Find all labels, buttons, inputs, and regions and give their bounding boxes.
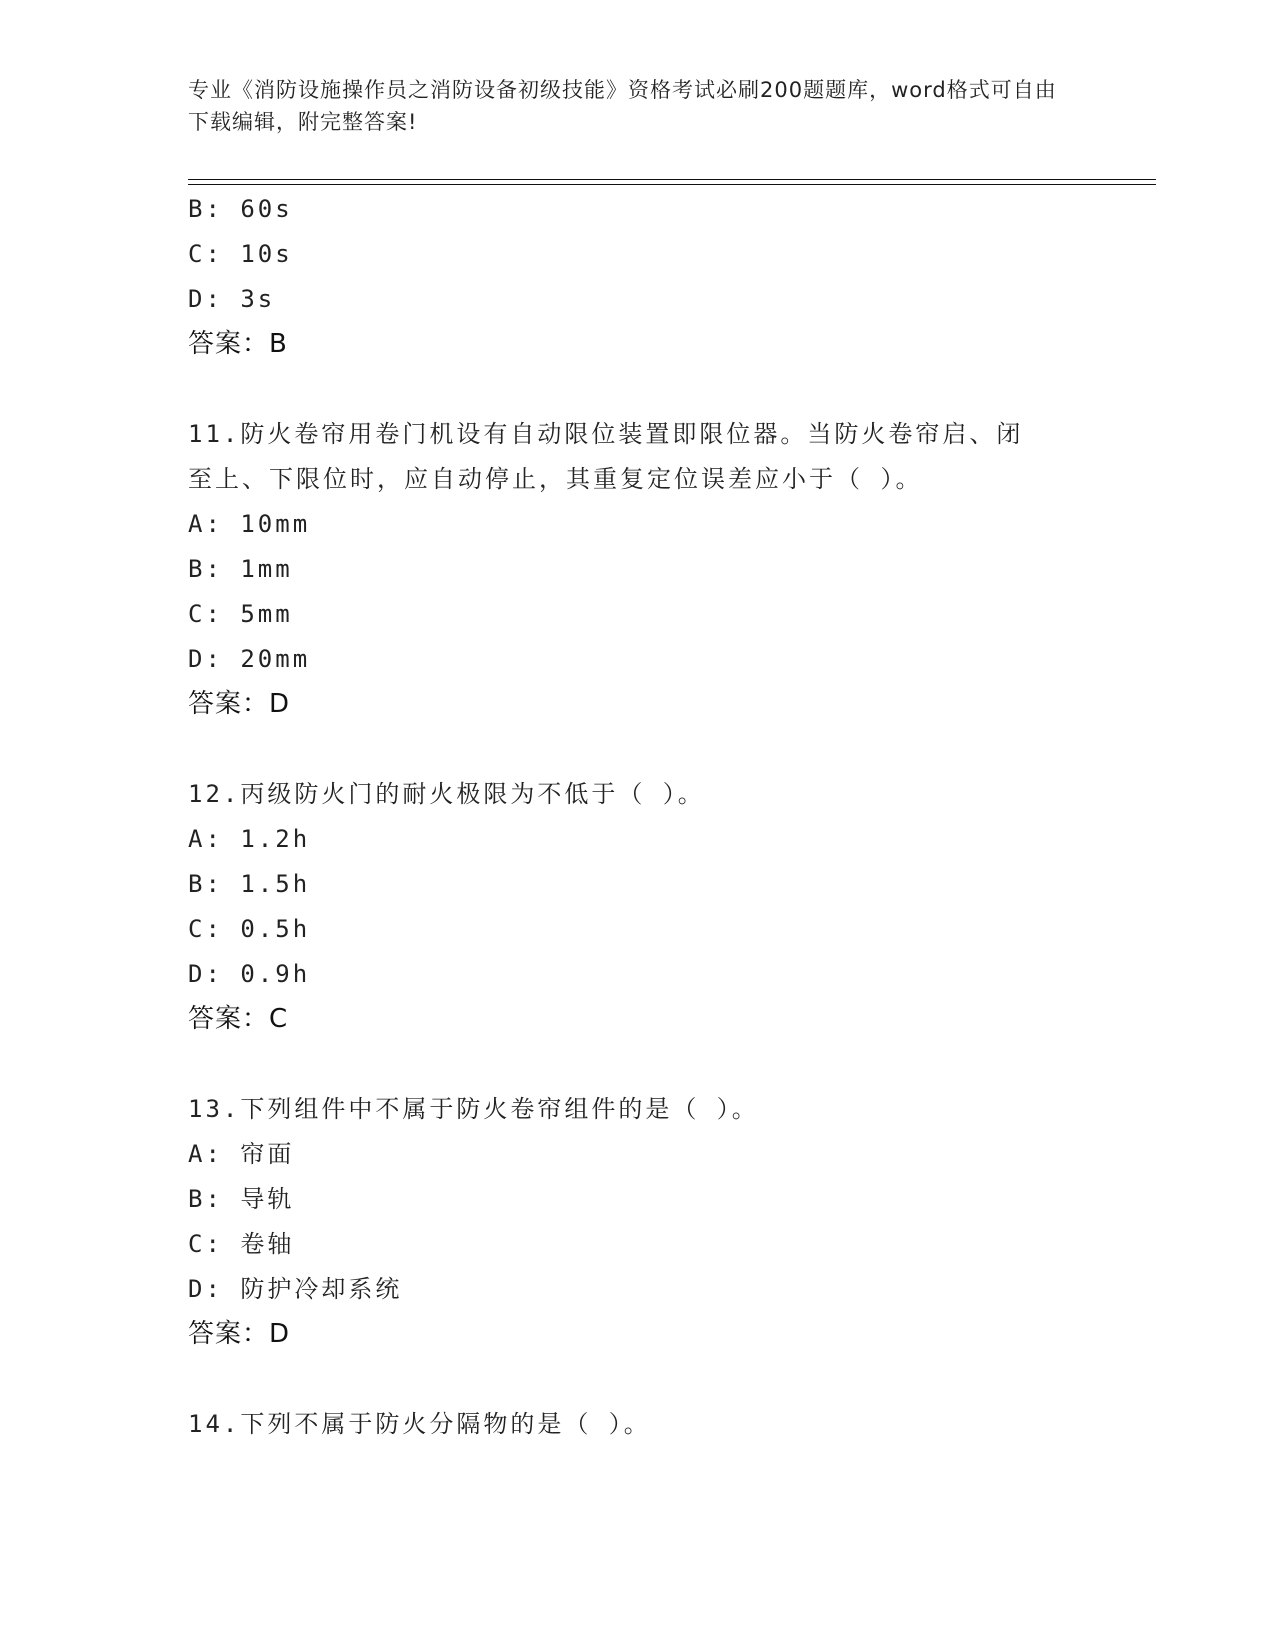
q11-stem-line2: 至上、下限位时，应自动停止，其重复定位误差应小于（ ）。 [188, 465, 923, 493]
header-divider-bottom [188, 184, 1156, 185]
q13-option-a: A: 帘面 [188, 1140, 295, 1168]
q11-option-a: A: 10mm [188, 510, 311, 538]
q13-option-b: B: 导轨 [188, 1185, 295, 1213]
q13-answer: 答案：D [188, 1319, 291, 1349]
q11-option-d: D: 20mm [188, 645, 311, 673]
q11-option-c: C: 5mm [188, 600, 293, 628]
q11-option-b: B: 1mm [188, 555, 293, 583]
q10-option-b: B: 60s [188, 195, 293, 223]
q14-stem: 14.下列不属于防火分隔物的是（ ）。 [188, 1410, 651, 1438]
document-header: 专业《消防设施操作员之消防设备初级技能》资格考试必刷200题题库，word格式可自由下载编辑，附完整答案! [188, 78, 1057, 134]
q12-option-a: A: 1.2h [188, 825, 311, 853]
q13-option-d: D: 防护冷却系统 [188, 1275, 403, 1303]
q12-option-d: D: 0.9h [188, 960, 311, 988]
header-divider-top [188, 179, 1156, 180]
q12-option-b: B: 1.5h [188, 870, 311, 898]
q10-answer: 答案：B [188, 329, 288, 359]
q10-option-d: D: 3s [188, 285, 276, 313]
q13-stem: 13.下列组件中不属于防火卷帘组件的是（ ）。 [188, 1095, 759, 1123]
q12-stem: 12.丙级防火门的耐火极限为不低于（ ）。 [188, 780, 705, 808]
q11-stem-line1: 11.防火卷帘用卷门机设有自动限位装置即限位器。当防火卷帘启、闭 [188, 420, 1024, 448]
q12-option-c: C: 0.5h [188, 915, 311, 943]
q12-answer: 答案：C [188, 1004, 289, 1034]
q10-option-c: C: 10s [188, 240, 293, 268]
q11-answer: 答案：D [188, 689, 291, 719]
q13-option-c: C: 卷轴 [188, 1230, 295, 1258]
